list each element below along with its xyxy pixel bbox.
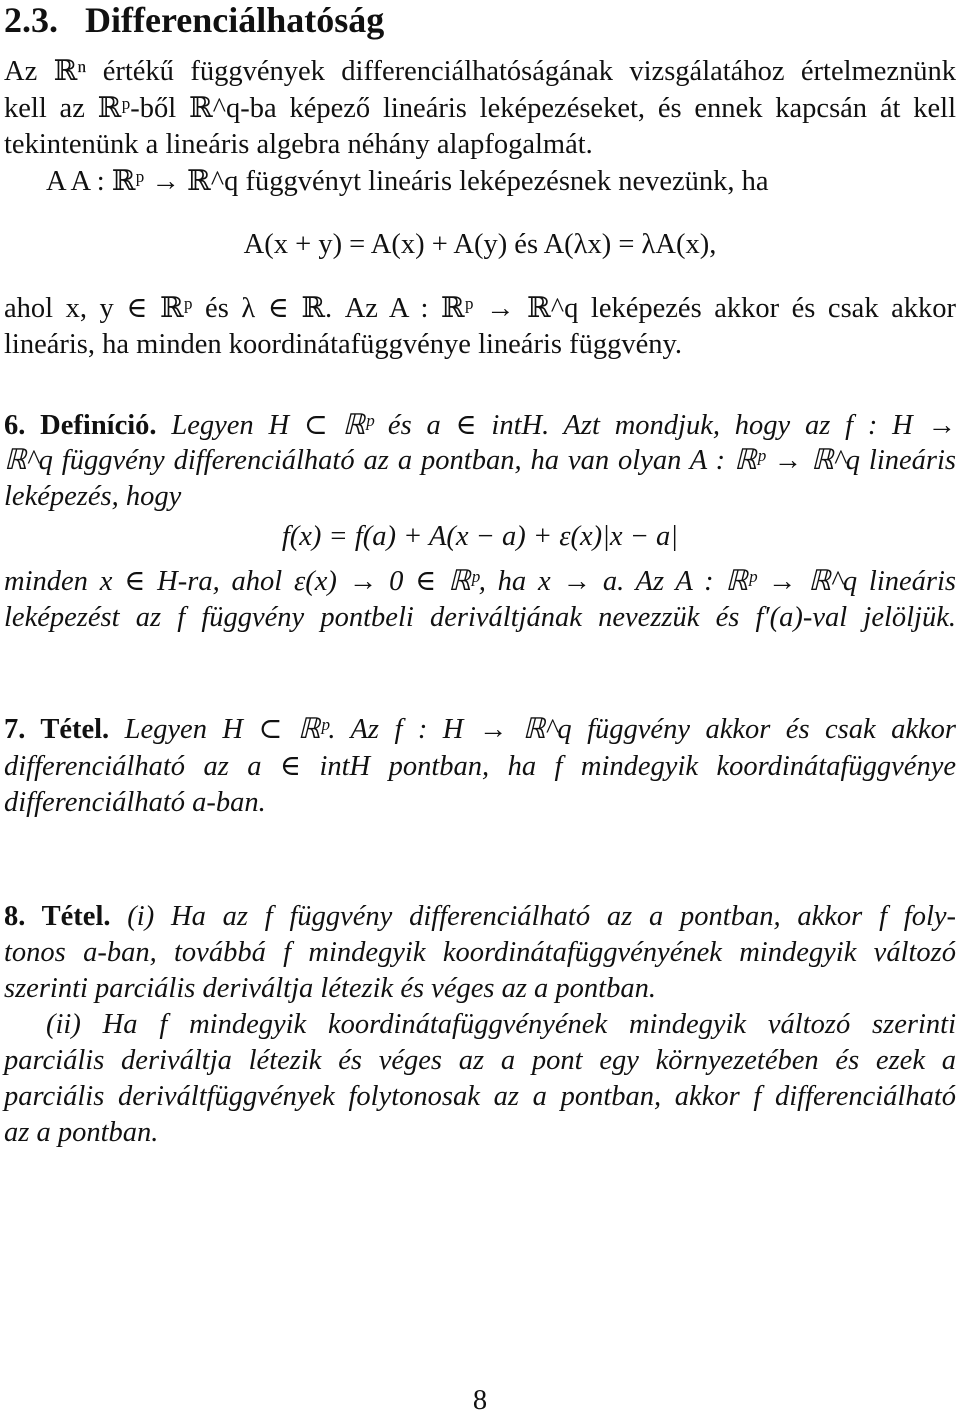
definition-label: 6. Definíció. (4, 410, 157, 441)
theorem-7-label: 7. Tétel. (4, 714, 110, 745)
theorem-8-line-6: parciális deriváltfüggvények folytonosak az a pontban, akkor f differenciálható (4, 1081, 956, 1112)
intro-line-2: kell az ℝᵖ-ből ℝ^q-ba képező lineáris leképezéseket, és ennek kapcsán át kell (4, 93, 956, 124)
section-number: 2.3. (4, 0, 58, 40)
theorem-8-line-1 (4, 903, 956, 932)
definition-6-line-1 (4, 412, 956, 441)
page (4, 0, 957, 1416)
linear-map-line-2: lineáris, ha minden koordinátafüggvénye lineáris függvény. (4, 329, 682, 360)
linear-map-line-1: ahol x, y ∈ ℝᵖ és λ ∈ ℝ. Az A : ℝᵖ → ℝ^q leképezés akkor és csak akkor (4, 293, 956, 324)
theorem-8-line-2: tonos a-ban, továbbá f mindegyik koordinátafüggvényének mindegyik változó (4, 937, 956, 968)
intro-line-3: tekintenünk a lineáris algebra néhány alapfogalmát. (4, 129, 593, 160)
linearity-equation: A(x + y) = A(x) + A(y) és A(λx) = λA(x), (243, 229, 717, 260)
theorem-8-label: 8. Tétel. (4, 901, 111, 932)
section-heading (4, 2, 956, 38)
definition-6-text-1: Legyen H ⊂ ℝᵖ és a ∈ intH. Azt mondjuk, hogy az f : H → (171, 410, 957, 441)
theorem-8-line-4: (ii) Ha f mindegyik koordinátafüggvényének mindegyik változó szerinti (46, 1009, 956, 1040)
theorem-7-line-3: differenciálható a-ban. (4, 787, 266, 818)
theorem-7-line-2: differenciálható az a ∈ intH pontban, ha f mindegyik koordinátafüggvénye (4, 751, 956, 782)
section-title: Differenciálhatóság (85, 0, 385, 40)
definition-6-line-4: minden x ∈ H-ra, ahol ε(x) → 0 ∈ ℝᵖ, ha x → a. Az A : ℝᵖ → ℝ^q lineáris (4, 566, 956, 597)
theorem-8-line-3: szerinti parciális deriváltja létezik és véges az a pontban. (4, 973, 656, 1004)
theorem-8-line-7: az a pontban. (4, 1117, 159, 1148)
linear-map-definition: A A : ℝᵖ → ℝ^q függvényt lineáris leképezésnek nevezünk, ha (46, 166, 769, 197)
page-number: 8 (472, 1385, 488, 1416)
theorem-8-line-5: parciális deriváltja létezik és véges az a pont egy környezetében és ezek a (4, 1045, 956, 1076)
definition-6-line-3: leképezés, hogy (4, 481, 182, 512)
definition-6-line-2: ℝ^q függvény differenciálható az a pontban, ha van olyan A : ℝᵖ → ℝ^q lineáris (4, 445, 956, 476)
theorem-8-text-1: (i) Ha az f függvény differenciálható az a pontban, akkor f foly- (127, 901, 957, 932)
intro-line-1: Az ℝⁿ értékű függvények differenciálhatóságának vizsgálatához értelmeznünk (4, 56, 956, 87)
definition-6-line-5: leképezést az f függvény pontbeli deriváltjának nevezzük és f′(a)-val jelöljük. (4, 602, 956, 633)
theorem-7-line-1 (4, 716, 956, 745)
differentiability-equation: f(x) = f(a) + A(x − a) + ε(x)|x − a| (281, 521, 679, 552)
theorem-7-text-1: Legyen H ⊂ ℝᵖ. Az f : H → ℝ^q függvény akkor és csak akkor (124, 714, 956, 745)
